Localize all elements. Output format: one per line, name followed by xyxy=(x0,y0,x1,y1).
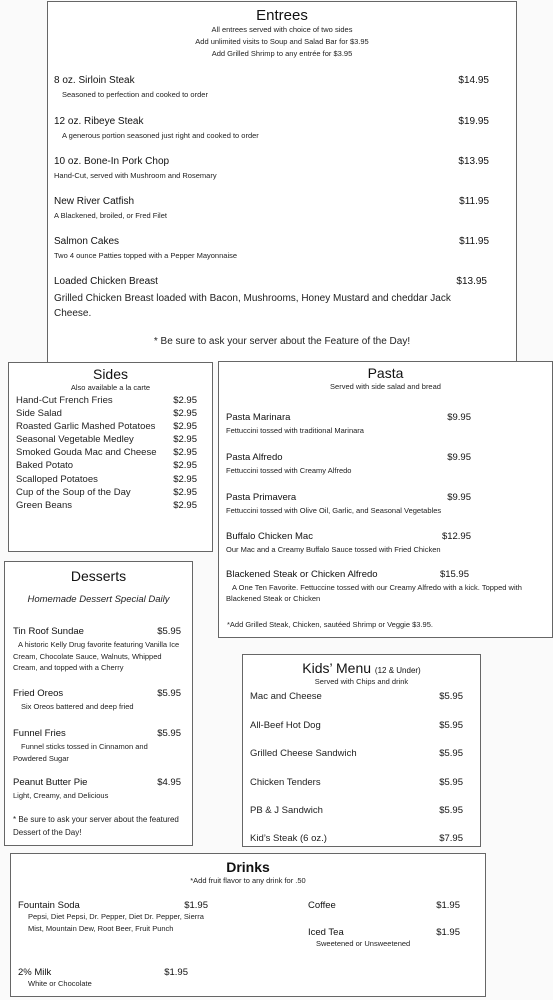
drinks-subtitle: *Add fruit flavor to any drink for .50 xyxy=(190,876,306,885)
item-name: Peanut Butter Pie xyxy=(13,777,88,788)
drinks-section xyxy=(10,853,486,997)
item-name: Side Salad xyxy=(16,408,62,420)
item-price: $12.95 xyxy=(441,531,471,542)
item-name: Pasta Primavera xyxy=(226,492,297,503)
item-name: Coffee xyxy=(308,900,336,911)
dessert-item xyxy=(13,626,183,674)
item-price: $5.95 xyxy=(439,720,463,731)
item-name: Grilled Cheese Sandwich xyxy=(250,748,357,759)
side-item xyxy=(9,446,212,459)
kids-item xyxy=(250,748,463,759)
item-price: $2.95 xyxy=(173,395,197,406)
item-price: $14.95 xyxy=(458,75,489,86)
item-price: $2.95 xyxy=(173,421,197,433)
drink-item xyxy=(308,927,460,950)
item-price: $2.95 xyxy=(173,473,197,485)
item-description: A Blackened, broiled, or Fred Filet xyxy=(54,211,167,220)
item-price: $2.95 xyxy=(173,408,197,420)
kids-item xyxy=(250,805,463,816)
item-name: Fried Oreos xyxy=(13,688,64,699)
entree-item xyxy=(54,276,487,321)
item-price: $5.95 xyxy=(157,688,181,699)
item-description: Six Oreos battered and deep fried xyxy=(21,702,134,711)
entrees-subtitle-line: All entrees served with choice of two sides xyxy=(211,25,353,34)
item-name: Smoked Gouda Mac and Cheese xyxy=(16,447,157,459)
item-name: 12 oz. Ribeye Steak xyxy=(54,116,144,127)
item-price: $5.95 xyxy=(439,805,463,816)
item-description: A generous portion seasoned just right and cooked to order xyxy=(62,131,259,140)
item-description: Two 4 ounce Patties topped with a Pepper Mayonnaise xyxy=(54,251,238,260)
item-name: Buffalo Chicken Mac xyxy=(226,531,313,542)
item-price: $9.95 xyxy=(447,492,471,503)
item-name: Hand-Cut French Fries xyxy=(16,395,113,406)
pasta-item xyxy=(226,569,544,604)
item-price: $9.95 xyxy=(447,452,471,463)
sides-subtitle: Also available a la carte xyxy=(70,383,151,392)
side-item xyxy=(9,407,212,420)
item-price: $13.95 xyxy=(458,156,489,167)
item-name: 10 oz. Bone-In Pork Chop xyxy=(54,156,170,167)
item-name: Salmon Cakes xyxy=(54,236,120,247)
sides-section xyxy=(8,362,213,552)
item-description: Hand-Cut, served with Mushroom and Rosemary xyxy=(54,171,217,180)
item-name: 8 oz. Sirloin Steak xyxy=(54,75,135,86)
item-price: $11.95 xyxy=(459,196,489,207)
item-price: $5.95 xyxy=(439,748,463,759)
item-price: $2.95 xyxy=(173,486,197,498)
item-description: Funnel sticks tossed in Cinnamon and Powdered Sugar xyxy=(13,742,148,763)
item-description: Sweetened or Unsweetened xyxy=(316,939,411,948)
item-description: Grilled Chicken Breast loaded with Bacon, Mushrooms, Honey Mustard and cheddar Jack Cheese. xyxy=(54,293,451,319)
item-description: A historic Kelly Drug favorite featuring Vanilla Ice Cream, Chocolate Sauce, Walnuts, Whipped Cream, and topped with a Cherry xyxy=(13,640,180,672)
entree-item xyxy=(54,236,489,261)
pasta-item xyxy=(226,452,471,476)
item-price: $4.95 xyxy=(157,777,181,788)
item-price: $9.95 xyxy=(447,412,471,423)
dessert-special: Homemade Dessert Special Daily xyxy=(27,594,170,605)
entree-item xyxy=(54,116,489,141)
pasta-item xyxy=(226,492,471,516)
entrees-subtitle xyxy=(48,24,516,60)
item-price: $5.95 xyxy=(157,728,181,739)
kids-item xyxy=(250,777,463,788)
item-description: Fettuccini tossed with traditional Marinara xyxy=(226,426,364,435)
item-description: A One Ten Favorite. Fettuccine tossed with our Creamy Alfredo with a kick. Topped with Blackened Steak or Chicken xyxy=(226,583,522,603)
item-name: Tin Roof Sundae xyxy=(13,626,84,637)
drink-item xyxy=(18,900,208,935)
kids-item xyxy=(250,720,463,731)
item-price: $2.95 xyxy=(173,434,197,446)
item-name: Funnel Fries xyxy=(13,728,66,739)
item-price: $5.95 xyxy=(439,691,463,702)
pasta-section xyxy=(218,361,553,638)
side-item xyxy=(9,499,212,512)
item-name: Scalloped Potatoes xyxy=(16,473,98,485)
kids-menu-title xyxy=(243,660,480,676)
kids-age-note: (12 & Under) xyxy=(374,666,421,675)
side-item xyxy=(9,420,212,433)
dessert-item xyxy=(13,728,183,764)
item-name: Loaded Chicken Breast xyxy=(54,276,158,287)
item-name: Cup of the Soup of the Day xyxy=(16,486,131,498)
kids-menu-section xyxy=(242,654,481,847)
item-name: All-Beef Hot Dog xyxy=(250,720,321,731)
dessert-item xyxy=(13,777,183,802)
item-price: $1.95 xyxy=(164,967,188,978)
feature-of-day-note: * Be sure to ask your server about the Feature of the Day! xyxy=(153,336,411,347)
item-description: Fettuccini tossed with Creamy Alfredo xyxy=(226,466,352,475)
item-name: New River Catfish xyxy=(54,196,135,207)
pasta-addon-note: *Add Grilled Steak, Chicken, sautéed Shrimp or Veggie $3.95. xyxy=(227,620,433,629)
item-price: $11.95 xyxy=(459,236,489,247)
item-name: Mac and Cheese xyxy=(250,691,322,702)
drinks-title: Drinks xyxy=(226,859,270,875)
item-description: White or Chocolate xyxy=(28,979,92,988)
kids-title-text: Kids’ Menu xyxy=(302,660,372,676)
pasta-subtitle: Served with side salad and bread xyxy=(330,382,441,391)
drink-item xyxy=(308,900,460,911)
item-name: Seasonal Vegetable Medley xyxy=(16,434,134,446)
item-description: Light, Creamy, and Delicious xyxy=(13,791,109,800)
item-price: $1.95 xyxy=(436,900,460,911)
item-price: $1.95 xyxy=(436,927,460,938)
item-name: Chicken Tenders xyxy=(250,777,321,788)
item-description: Pepsi, Diet Pepsi, Dr. Pepper, Diet Dr. Pepper, Sierra Mist, Mountain Dew, Root Beer, Fruit Punch xyxy=(28,912,204,933)
entree-item xyxy=(54,156,489,181)
kids-item xyxy=(250,691,463,702)
item-price: $2.95 xyxy=(173,499,197,511)
item-price: $19.95 xyxy=(458,116,489,127)
item-price: $5.95 xyxy=(157,626,181,637)
item-name: Kid’s Steak (6 oz.) xyxy=(250,833,327,844)
desserts-section xyxy=(4,561,193,846)
item-price: $2.95 xyxy=(173,447,197,459)
sides-title: Sides xyxy=(92,366,129,382)
item-name: Blackened Steak or Chicken Alfredo xyxy=(226,569,378,580)
side-item xyxy=(9,486,212,499)
entree-item xyxy=(54,196,489,221)
side-item xyxy=(9,459,212,472)
item-description: Seasoned to perfection and cooked to order xyxy=(62,90,208,99)
item-name: Green Beans xyxy=(16,499,72,511)
entree-item xyxy=(54,75,489,100)
item-name: Iced Tea xyxy=(308,927,344,938)
sides-list xyxy=(9,394,212,512)
item-price: $2.95 xyxy=(173,460,197,472)
dessert-of-day-note: * Be sure to ask your server about the featured Dessert of the Day! xyxy=(13,815,179,837)
item-price: $5.95 xyxy=(439,777,463,788)
item-name: Pasta Marinara xyxy=(226,412,291,423)
dessert-item xyxy=(13,688,183,713)
item-price: $7.95 xyxy=(439,833,463,844)
desserts-title: Desserts xyxy=(70,568,127,584)
item-name: Fountain Soda xyxy=(18,900,80,911)
item-price: $15.95 xyxy=(439,569,469,580)
entrees-subtitle-line: Add Grilled Shrimp to any entrée for $3.95 xyxy=(211,49,353,58)
item-price: $1.95 xyxy=(184,900,208,911)
pasta-item xyxy=(226,531,471,555)
side-item xyxy=(9,433,212,446)
pasta-title: Pasta xyxy=(367,365,404,381)
item-price: $13.95 xyxy=(456,276,487,287)
item-description: Fettuccini tossed with Olive Oil, Garlic, and Seasonal Vegetables xyxy=(226,506,442,515)
item-description: Our Mac and a Creamy Buffalo Sauce tossed with Fried Chicken xyxy=(226,545,441,554)
drink-item xyxy=(18,967,188,990)
entrees-subtitle-line: Add unlimited visits to Soup and Salad Bar for $3.95 xyxy=(195,37,369,46)
item-name: Roasted Garlic Mashed Potatoes xyxy=(16,421,156,433)
item-name: 2% Milk xyxy=(18,967,52,978)
entrees-title: Entrees xyxy=(256,7,308,24)
item-name: Baked Potato xyxy=(16,460,74,472)
side-item xyxy=(9,394,212,407)
item-name: PB & J Sandwich xyxy=(250,805,323,816)
side-item xyxy=(9,473,212,486)
kids-item xyxy=(250,833,463,844)
kids-subtitle: Served with Chips and drink xyxy=(314,677,409,686)
pasta-item xyxy=(226,412,471,436)
item-name: Pasta Alfredo xyxy=(226,452,283,463)
entrees-section xyxy=(47,1,517,362)
